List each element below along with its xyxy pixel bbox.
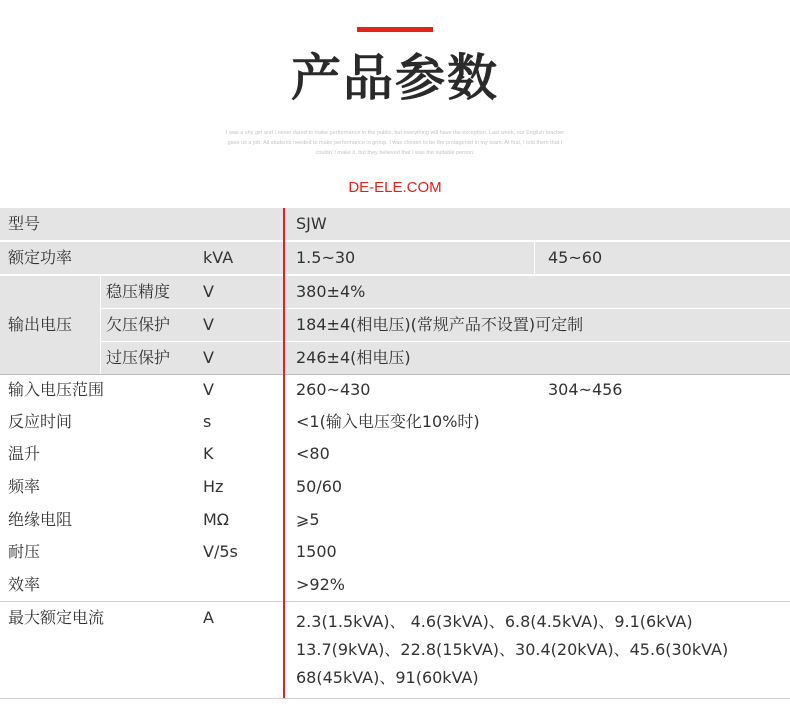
row-divider — [0, 698, 790, 699]
spec-row-value: 260~430 — [296, 380, 371, 399]
output-row-label: 过压保护 — [106, 348, 171, 367]
spec-row-label: 耐压 — [8, 542, 41, 561]
column-divider-red — [283, 208, 285, 698]
spec-row-value: >92% — [296, 575, 345, 594]
spec-row-unit: V/5s — [203, 542, 238, 561]
spec-row-label: 输入电压范围 — [8, 380, 105, 399]
spec-row-label: 温升 — [8, 444, 41, 463]
output-row-label: 欠压保护 — [106, 315, 171, 334]
spec-row-unit: K — [203, 444, 214, 463]
decorative-blurb: I was a shy girl and I never dared to make performance in the public, but everything will have the exception. Last week, our English teacher gave us a job. All students needed to make performance in group. I was chosen to be the protagonist in my team. At first, I told them that I couldn' t make it, but they believed that I was the suitable person. — [225, 130, 565, 156]
model-label: 型号 — [8, 214, 41, 233]
spec-row-label: 频率 — [8, 477, 41, 496]
current-label: 最大额定电流 — [8, 608, 105, 627]
output-row-value: 246±4(相电压) — [296, 348, 411, 367]
output-row-value: 184±4(相电压)(常规产品不设置)可定制 — [296, 315, 584, 334]
spec-row-value: 50/60 — [296, 477, 343, 496]
separator — [100, 276, 101, 374]
current-unit: A — [203, 608, 214, 627]
spec-row-label: 效率 — [8, 575, 41, 594]
separator — [534, 242, 535, 274]
power-unit: kVA — [203, 248, 234, 267]
power-value-b: 45~60 — [548, 248, 603, 267]
current-line: 2.3(1.5kVA)、 4.6(3kVA)、6.8(4.5kVA)、9.1(6kVA) — [296, 612, 693, 631]
power-value-a: 1.5~30 — [296, 248, 356, 267]
spec-table — [0, 208, 790, 708]
row-divider — [0, 601, 790, 602]
separator — [0, 241, 790, 242]
spec-row-label: 绝缘电阻 — [8, 510, 73, 529]
spec-row-value: ⩾5 — [296, 510, 320, 529]
current-line: 13.7(9kVA)、22.8(15kVA)、30.4(20kVA)、45.6(30kVA) — [296, 640, 729, 659]
current-values — [296, 608, 728, 692]
page-title: 产品参数 — [291, 49, 499, 107]
spec-row-unit: Hz — [203, 477, 224, 496]
spec-row-value-b: 304~456 — [548, 380, 623, 399]
output-group-label: 输出电压 — [8, 315, 73, 334]
spec-row-value: 1500 — [296, 542, 337, 561]
output-row-unit: V — [203, 348, 214, 367]
output-row-unit: V — [203, 315, 214, 334]
spec-row-value: <1(输入电压变化10%时) — [296, 412, 480, 431]
spec-row-label: 反应时间 — [8, 412, 73, 431]
spec-row-unit: V — [203, 380, 214, 399]
spec-row-unit: MΩ — [203, 510, 230, 529]
spec-row-value: <80 — [296, 444, 330, 463]
model-value: SJW — [296, 214, 327, 233]
power-row-bg — [0, 242, 790, 274]
title-accent-bar — [357, 27, 433, 32]
output-row-label: 稳压精度 — [106, 282, 171, 301]
model-row-bg — [0, 208, 790, 240]
site-url: DE-ELE.COM — [348, 179, 442, 196]
output-row-unit: V — [203, 282, 214, 301]
power-label: 额定功率 — [8, 248, 73, 267]
row-divider — [0, 374, 790, 375]
spec-row-unit: s — [203, 412, 212, 431]
output-row-value: 380±4% — [296, 282, 366, 301]
current-line: 68(45kVA)、91(60kVA) — [296, 668, 479, 687]
